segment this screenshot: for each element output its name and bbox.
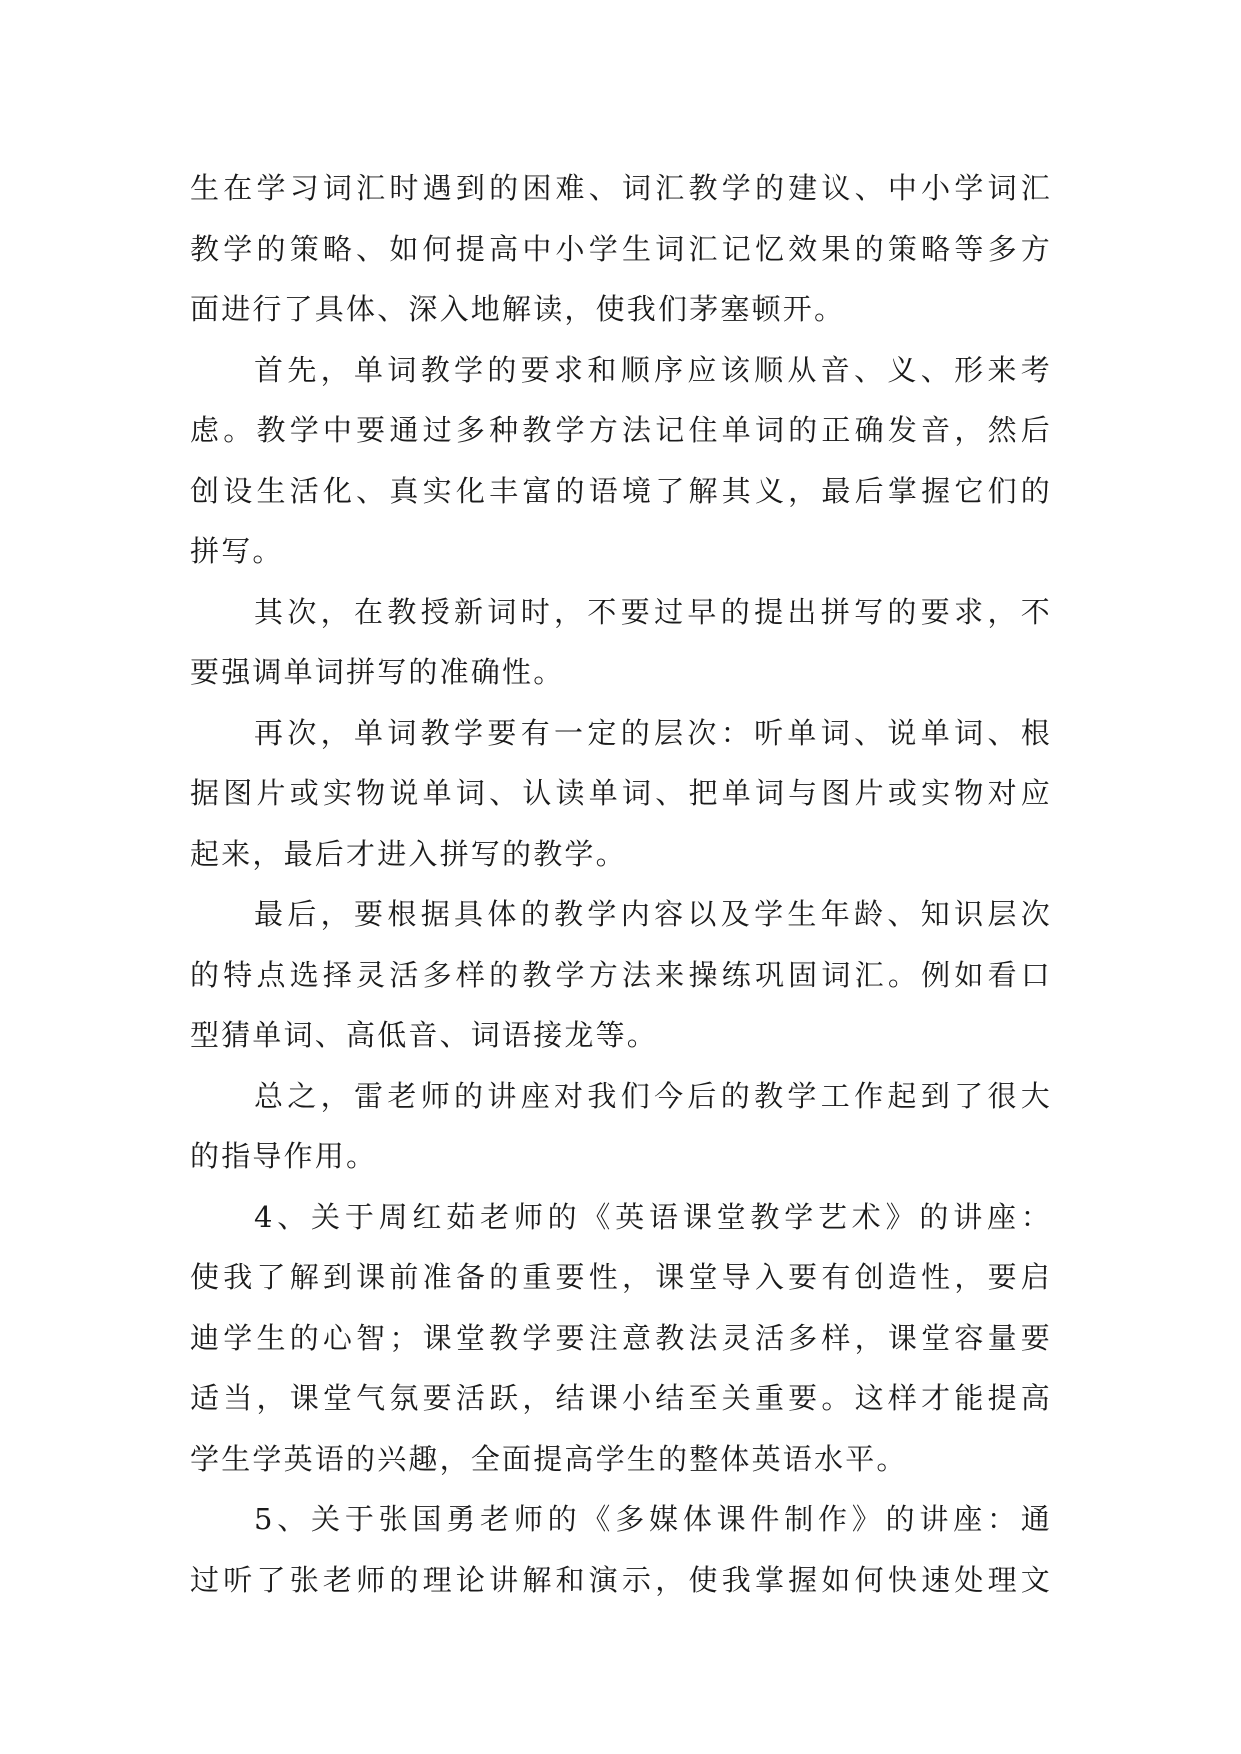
text-line: 首先，单词教学的要求和顺序应该顺从音、义、形来考 [254,352,1052,387]
text-line: 适当，课堂气氛要活跃，结课小结至关重要。这样才能提高 [190,1381,1052,1415]
text-line: 迪学生的心智；课堂教学要注意教法灵活多样，课堂容量要 [190,1320,1052,1355]
text-line: 拼写。 [190,534,284,568]
text-line: 4、关于周红茹老师的《英语课堂教学艺术》的讲座： [254,1199,1052,1234]
text-line: 过听了张老师的理论讲解和演示，使我掌握如何快速处理文 [190,1562,1052,1597]
text-line: 使我了解到课前准备的重要性，课堂导入要有创造性，要启 [190,1260,1052,1294]
text-line: 虑。教学中要通过多种教学方法记住单词的正确发音，然后 [190,413,1052,447]
text-line: 型猜单词、高低音、词语接龙等。 [190,1018,659,1052]
text-line: 其次，在教授新词时，不要过早的提出拼写的要求，不 [254,594,1052,629]
text-line: 据图片或实物说单词、认读单词、把单词与图片或实物对应 [190,776,1052,810]
text-line: 的特点选择灵活多样的教学方法来操练巩固词汇。例如看口 [190,957,1052,992]
document-body [190,158,1052,1610]
text-line: 总之，雷老师的讲座对我们今后的教学工作起到了很大 [254,1078,1052,1113]
text-line: 的指导作用。 [190,1139,378,1173]
text-line: 学生学英语的兴趣，全面提高学生的整体英语水平。 [190,1441,908,1476]
text-line: 再次，单词教学要有一定的层次：听单词、说单词、根 [254,715,1052,750]
text-line: 面进行了具体、深入地解读，使我们茅塞顿开。 [190,292,846,326]
text-line: 教学的策略、如何提高中小学生词汇记忆效果的策略等多方 [190,231,1052,266]
text-line: 创设生活化、真实化丰富的语境了解其义，最后掌握它们的 [190,473,1052,508]
text-line: 起来，最后才进入拼写的教学。 [190,836,627,871]
text-line: 5、关于张国勇老师的《多媒体课件制作》的讲座：通 [254,1502,1052,1536]
text-line: 生在学习词汇时遇到的困难、词汇教学的建议、中小学词汇 [190,171,1052,205]
text-line: 要强调单词拼写的准确性。 [190,655,565,689]
text-line: 最后，要根据具体的教学内容以及学生年龄、知识层次 [254,897,1052,931]
